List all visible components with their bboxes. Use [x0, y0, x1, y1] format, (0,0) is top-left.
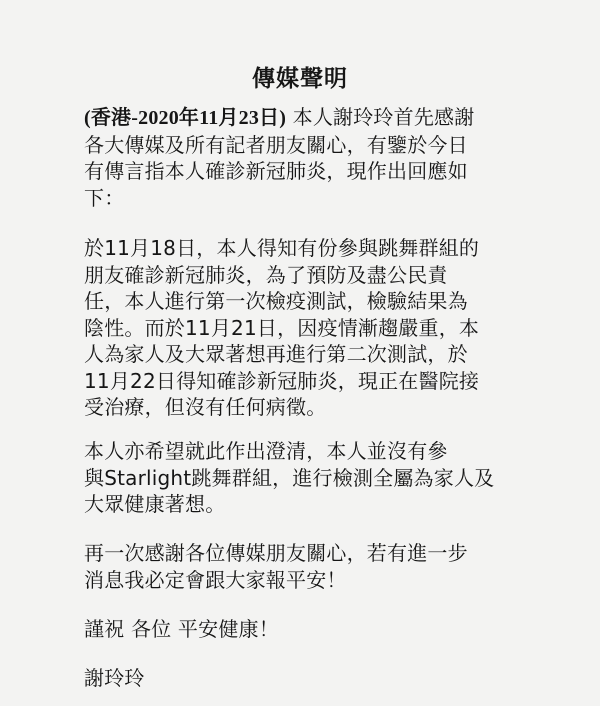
- date-prefix: (香港-2020年11月23日): [84, 107, 287, 129]
- paragraph-line: 再一次感謝各位傳媒朋友關心，若有進一步: [84, 541, 468, 565]
- paragraph-line: [84, 104, 524, 132]
- paragraph-line: 朋友確診新冠肺炎，為了預防及盡公民責: [84, 262, 448, 287]
- paragraph-clarification: [84, 438, 524, 518]
- paragraph-line: 大眾健康著想。: [84, 492, 226, 516]
- paragraph-line: 有傳言指本人確診新冠肺炎，現作出回應如: [84, 159, 468, 183]
- paragraph-intro: [84, 104, 524, 211]
- paragraph-line: 消息我必定會跟大家報平安！: [84, 567, 347, 592]
- paragraph-thanks: [84, 540, 524, 593]
- paragraph-line: 本人亦希望就此作出澄清，本人並沒有參: [84, 439, 448, 463]
- paragraph-line: 11月22日得知確診新冠肺炎，現正在醫院接: [84, 368, 480, 393]
- intro-line-1: 本人謝玲玲首先感謝: [286, 105, 475, 129]
- closing-line: [84, 616, 524, 643]
- paragraph-line: 人為家人及大眾著想再進行第二次測試，於: [84, 342, 468, 366]
- paragraph-line: 陰性。而於11月21日，因疫情漸趨嚴重，本: [84, 315, 480, 340]
- paragraph-line: 受治療，但沒有任何病徵。: [84, 395, 327, 419]
- paragraph-details: [84, 235, 524, 421]
- paragraph-line: 於11月18日，本人得知有份參與跳舞群組的: [84, 236, 480, 260]
- closing-text: 謹祝 各位 平安健康！: [84, 617, 279, 641]
- paragraph-line: 下：: [84, 185, 125, 210]
- signature-name: 謝玲玲: [84, 666, 145, 690]
- signature: [84, 665, 524, 692]
- paragraph-line: 各大傳媒及所有記者朋友關心，有鑒於今日: [84, 132, 468, 157]
- paragraph-line: 與Starlight跳舞群組，進行檢測全屬為家人及: [84, 465, 495, 490]
- paragraph-line: 任，本人進行第一次檢疫測試，檢驗結果為: [84, 289, 468, 313]
- page-title: 傳媒聲明: [252, 66, 348, 92]
